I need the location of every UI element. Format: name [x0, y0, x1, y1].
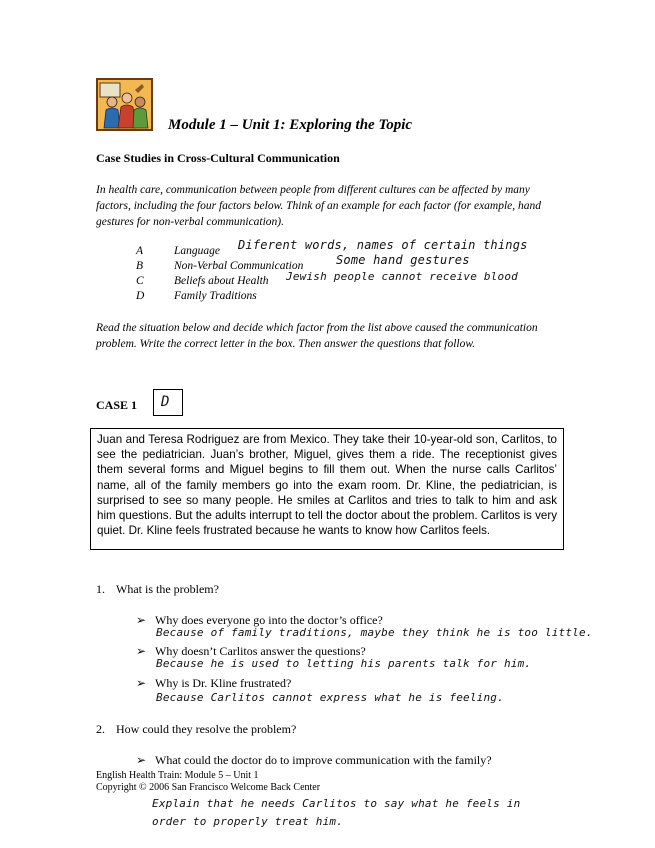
factor-letter: D — [136, 290, 145, 302]
bullet-arrow-icon: ➢ — [136, 644, 147, 658]
footer-course-line: English Health Train: Module 5 – Unit 1 — [96, 770, 259, 781]
question-text: How could they resolve the problem? — [116, 722, 297, 736]
sub-question-text: Why is Dr. Kline frustrated? — [155, 676, 292, 690]
factor-name: Family Traditions — [174, 290, 257, 302]
sub-question-text: What could the doctor do to improve communication with the family? — [155, 753, 492, 767]
handwritten-answer: Because of family traditions, maybe they think he is too little. — [156, 626, 593, 639]
handwritten-answer: Because he is used to letting his parents talk for him. — [156, 657, 532, 670]
factor-letter: C — [136, 275, 144, 287]
people-group-illustration-icon — [96, 78, 153, 131]
handwritten-answer: Because Carlitos cannot express what he is feeling. — [156, 691, 504, 704]
sub-question-text: Why does everyone go into the doctor’s office? — [155, 613, 383, 627]
section-subheading: Case Studies in Cross-Cultural Communication — [96, 151, 340, 165]
question-number: 1. — [96, 582, 105, 596]
case-story-text: Juan and Teresa Rodriguez are from Mexico. They take their 10-year-old son, Carlitos, to see the pediatrician. Juan’s brother, Miguel, gives them a ride. The receptionist gives them several forms and Miguel begins to fill them out. When the nurse calls Carlitos’ name, all of the family members go into the exam room. Dr. Kline, the pediatrician, is surprised to see so many people. He smiles at Carlitos and tries to talk to him and ask him questions. But the adults interrupt to tell the doctor about the problem. Carlitos is very quiet. Dr. Kline feels frustrated because he wants to know how Carlitos feels. — [97, 433, 557, 538]
case-label: CASE 1 — [96, 398, 138, 412]
footer-copyright-line: Copyright © 2006 San Francisco Welcome Back Center — [96, 782, 321, 793]
sub-question-text: Why doesn’t Carlitos answer the questions? — [155, 644, 366, 658]
factor-name: Non-Verbal Communication — [174, 260, 304, 272]
bullet-arrow-icon: ➢ — [136, 676, 147, 690]
intro-paragraph: In health care, communication between people from different cultures can be affected by many factors, including the four factors below. Think of an example for each factor (for example, hand gestures for non-verbal communication). — [96, 184, 542, 228]
case-answer-letter: D — [161, 394, 170, 410]
question-number: 2. — [96, 722, 105, 736]
factor-handwritten-answer: Jewish people cannot receive blood — [286, 270, 518, 283]
factor-handwritten-answer: Some hand gestures — [336, 253, 470, 267]
instructions-paragraph: Read the situation below and decide which factor from the list above caused the communication problem. Write the correct letter in the box. Then answer the questions that follow. — [96, 322, 538, 350]
question-text: What is the problem? — [116, 582, 219, 596]
factor-name: Beliefs about Health — [174, 275, 269, 287]
factor-handwritten-answer: Diferent words, names of certain things — [238, 238, 528, 252]
case-story-box — [90, 428, 564, 550]
handwritten-answer-line: Explain that he needs Carlitos to say what he feels in — [152, 797, 521, 810]
factor-name: Language — [174, 245, 220, 257]
factor-letter: B — [136, 260, 144, 272]
page-title: Module 1 – Unit 1: Exploring the Topic — [168, 117, 413, 133]
factor-letter: A — [136, 245, 144, 257]
bullet-arrow-icon: ➢ — [136, 753, 147, 767]
bullet-arrow-icon: ➢ — [136, 613, 147, 627]
handwritten-answer-line: order to properly treat him. — [152, 815, 344, 828]
